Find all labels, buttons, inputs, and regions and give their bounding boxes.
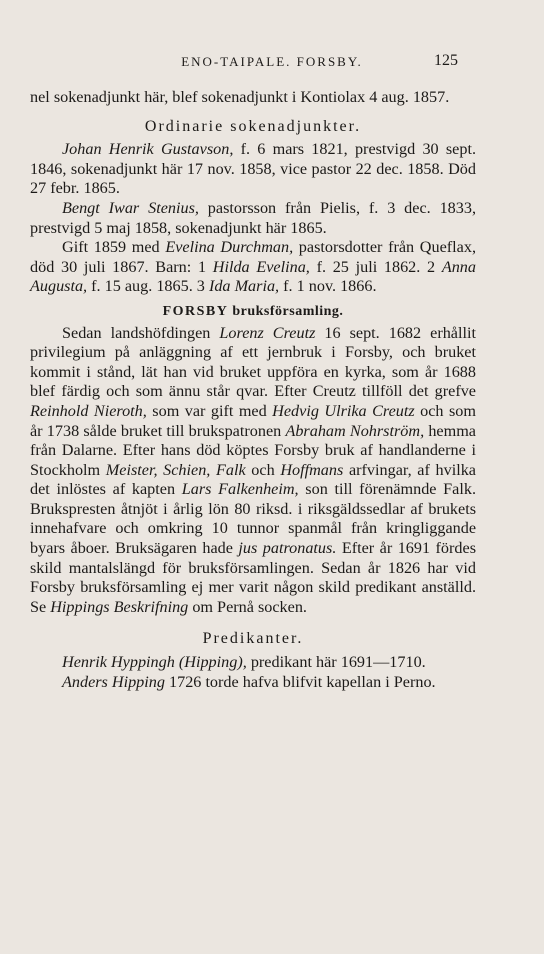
entry-text: pastorsson från Pielis, f. 3 dec. 1833, prestvigd 5 maj 1858, sokenadjunkt här 1865. xyxy=(30,198,476,237)
entry-anders-hipping xyxy=(30,673,476,693)
entry-text: 1726 torde hafva blifvit kapellan i Perno. xyxy=(164,672,436,691)
entry-hyppingh xyxy=(30,653,476,673)
entry-text: f. 6 mars 1821, prestvigd 30 sept. 1846, sokenadjunkt här 17 nov. 1858, vice pastor 22 dec. 1858. Död 27 febr. 1865. xyxy=(30,140,476,198)
italic-name: Reinhold Nieroth, xyxy=(30,401,147,420)
paragraph-text: 16 sept. 1682 erhållit privilegium på anläggning af ett jernbruk i Forsby, och bruket kommit i stånd, lät han vid bruket uppföra en kyrka, som år 1688 blef färdig och som ännu står qvar. Efter Creutz tillföll det grefve xyxy=(30,323,476,401)
paragraph-text: om Pernå socken. xyxy=(188,597,307,616)
entry-text: predikant här 1691—1710. xyxy=(246,653,426,672)
paragraph-text: arfvingar, af hvilka det inlöstes af kapten xyxy=(30,460,476,499)
entry-text: f. 25 juli 1862. 2 xyxy=(309,257,442,276)
continuation-paragraph: nel sokenadjunkt här, blef sokenadjunkt i Kontiolax 4 aug. 1857. xyxy=(30,88,450,106)
entry-stenius xyxy=(30,199,476,238)
entry-text: f. 1 nov. 1866. xyxy=(279,277,377,296)
person-name: Johan Henrik Gustavson, xyxy=(62,140,234,159)
person-name: Bengt Iwar Stenius, xyxy=(62,198,199,217)
italic-name: Hedvig Ulrika Creutz xyxy=(272,401,415,420)
paragraph-text: Efter år 1691 fördes skild mantalslängd för bruksförsamlingen. Sedan år 1826 har vid Forsby bruksförsamling ej mer varit någon skild predikant anställd. Se xyxy=(30,539,476,616)
body-text xyxy=(30,88,476,692)
paragraph-text: som var gift med xyxy=(146,401,273,420)
heading-caps: FORSBY xyxy=(162,303,229,319)
paragraph-text: och xyxy=(245,460,281,479)
entry-text: f. 15 aug. 1865. 3 xyxy=(87,277,209,296)
spouse-name: Evelina Durchman, xyxy=(165,238,294,257)
section-heading-adjunkter: Ordinarie sokenadjunkter. xyxy=(144,117,362,135)
paragraph-text: och som år 1738 sålde bruket till brukspatronen xyxy=(30,401,476,440)
italic-name: Lorenz Creutz xyxy=(219,323,316,342)
italic-name: Hoffmans xyxy=(280,460,344,479)
page-number: 125 xyxy=(434,52,458,69)
child-name: Hilda Evelina, xyxy=(212,257,310,276)
paragraph-text: son till förenämnde Falk. Brukspresten åtnjöt i årlig lön 80 riksd. i riksgäldssedlar af brukets innehafvare och omkring 10 tunnor spanmål från kringliggande byars åboer. Bruksägaren hade xyxy=(30,480,476,558)
paragraph-text: Sedan landshöfdingen xyxy=(62,323,220,342)
entry-stenius-family xyxy=(30,238,476,297)
italic-name: Hippings Beskrifning xyxy=(50,597,189,616)
italic-name: Meister, Schien, Falk xyxy=(105,460,246,479)
section-heading-predikanter: Predikanter. xyxy=(202,630,304,648)
italic-name: jus patronatus. xyxy=(238,539,337,558)
heading-rest: bruksförsamling. xyxy=(228,303,344,319)
section-heading-forsby xyxy=(30,302,476,322)
child-name: Anna Augusta, xyxy=(30,257,476,296)
paragraph-text: hemma från Dalarne. Efter hans död köptes Forsby bruk af handlanderne i Stockholm xyxy=(30,421,476,479)
person-name: Anders Hipping xyxy=(62,672,165,691)
entry-text: pastorsdotter från Queflax, död 30 juli 1867. Barn: 1 xyxy=(30,238,476,276)
entry-gustavson xyxy=(30,140,476,199)
person-name: Henrik Hyppingh (Hipping), xyxy=(62,653,247,672)
forsby-history-paragraph xyxy=(30,324,476,618)
child-name: Ida Maria, xyxy=(208,277,280,296)
italic-name: Abraham Nohrström, xyxy=(285,421,425,440)
entry-text: Gift 1859 med xyxy=(62,238,166,257)
running-head: ENO-TAIPALE. FORSBY. xyxy=(181,54,363,69)
page-header xyxy=(0,52,544,72)
italic-name: Lars Falkenheim, xyxy=(181,480,299,499)
